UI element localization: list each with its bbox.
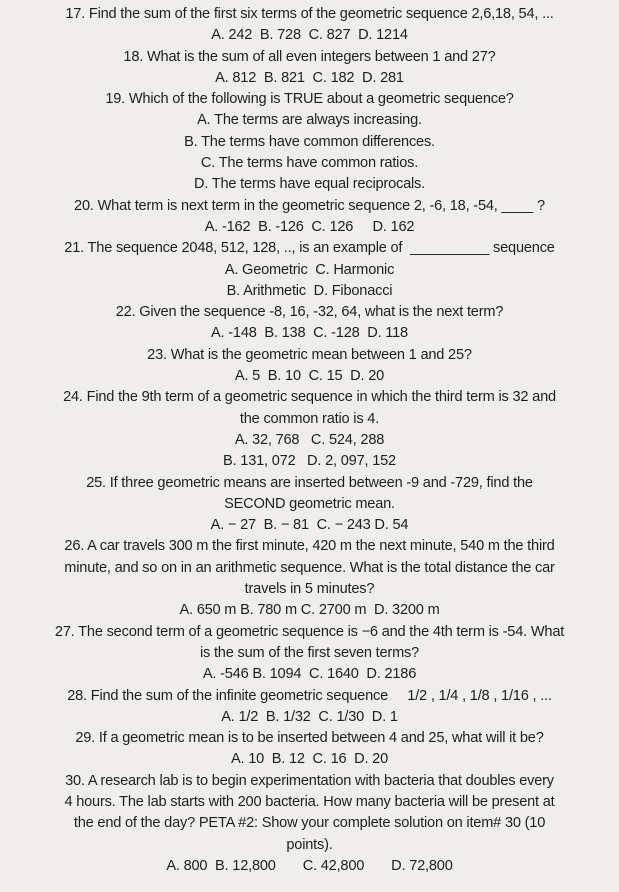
- question-text: 4 hours. The lab starts with 200 bacteria. How many bacteria will be present at: [64, 793, 555, 810]
- answer-choices: C. The terms have common ratios.: [200, 155, 419, 172]
- question-text: 24. Find the 9th term of a geometric sequence in which the third term is 32 and: [63, 389, 556, 406]
- question-text: 17. Find the sum of the first six terms of the geometric sequence 2,6,18, 54, ...: [65, 6, 554, 22]
- question-text: 26. A car travels 300 m the first minute, 420 m the next minute, 540 m the third: [64, 538, 555, 555]
- question-18: [0, 47, 619, 90]
- answer-choices: A. − 27 B. − 81 C. − 243 D. 54: [210, 517, 409, 534]
- question-20: [0, 196, 619, 239]
- answer-choices: A. 800 B. 12,800 C. 42,800 D. 72,800: [166, 857, 453, 874]
- answer-choices: A. 812 B. 821 C. 182 D. 281: [215, 69, 404, 86]
- answer-choices: A. -162 B. -126 C. 126 D. 162: [204, 218, 415, 235]
- answer-choices: A. The terms are always increasing.: [197, 112, 422, 129]
- question-text: 27. The second term of a geometric sequence is −6 and the 4th term is -54. What: [54, 623, 565, 640]
- answer-choices: A. 242 B. 728 C. 827 D. 1214: [211, 27, 408, 44]
- answer-choices: A. 5 B. 10 C. 15 D. 20: [234, 368, 385, 385]
- question-21: [0, 238, 619, 302]
- question-24: [0, 387, 619, 472]
- question-text: 18. What is the sum of all even integers between 1 and 27?: [123, 48, 496, 65]
- question-text: 30. A research lab is to begin experimentation with bacteria that doubles every: [65, 772, 554, 789]
- question-text: 21. The sequence 2048, 512, 128, .., is an example of __________ sequence: [64, 240, 555, 257]
- question-22: [0, 302, 619, 345]
- question-text: 22. Given the sequence -8, 16, -32, 64, what is the next term?: [115, 304, 504, 321]
- question-text: points).: [286, 836, 333, 853]
- answer-choices: A. -148 B. 138 C. -128 D. 118: [211, 325, 408, 342]
- answer-choices: A. 32, 768 C. 524, 288: [234, 431, 385, 448]
- answer-choices: A. 1/2 B. 1/32 C. 1/30 D. 1: [221, 708, 398, 725]
- question-26: [0, 536, 619, 621]
- question-30: [0, 771, 619, 877]
- answer-choices: B. The terms have common differences.: [184, 133, 435, 150]
- answer-choices: A. 10 B. 12 C. 16 D. 20: [230, 751, 389, 768]
- answer-choices: A. -546 B. 1094 C. 1640 D. 2186: [202, 666, 417, 683]
- question-27: [0, 622, 619, 686]
- question-text: 29. If a geometric mean is to be inserted between 4 and 25, what will it be?: [75, 730, 544, 747]
- question-text: the end of the day? PETA #2: Show your complete solution on item# 30 (10: [73, 815, 546, 832]
- question-text: 23. What is the geometric mean between 1 and 25?: [147, 346, 472, 363]
- answer-choices: A. 650 m B. 780 m C. 2700 m D. 3200 m: [179, 602, 440, 619]
- answer-choices: B. Arithmetic D. Fibonacci: [226, 282, 393, 299]
- question-text: is the sum of the first seven terms?: [199, 644, 420, 661]
- question-23: [0, 345, 619, 388]
- question-text: SECOND geometric mean.: [224, 495, 395, 512]
- question-text: minute, and so on in an arithmetic sequence. What is the total distance the car: [64, 559, 555, 576]
- question-25: [0, 473, 619, 537]
- question-29: [0, 728, 619, 771]
- question-text: the common ratio is 4.: [239, 410, 380, 427]
- answer-choices: D. The terms have equal reciprocals.: [193, 176, 425, 193]
- question-text: 20. What term is next term in the geometric sequence 2, -6, 18, -54, ____ ?: [74, 197, 545, 214]
- question-17: [0, 4, 619, 47]
- question-text: 19. Which of the following is TRUE about a geometric sequence?: [105, 91, 514, 108]
- answer-choices: A. Geometric C. Harmonic: [224, 261, 395, 278]
- answer-choices: B. 131, 072 D. 2, 097, 152: [223, 453, 396, 470]
- question-28: [0, 686, 619, 729]
- question-19: [0, 89, 619, 195]
- question-text: 28. Find the sum of the infinite geometric sequence 1/2 , 1/4 , 1/8 , 1/16 , ...: [67, 687, 552, 704]
- question-text: travels in 5 minutes?: [244, 581, 375, 598]
- question-text: 25. If three geometric means are inserted between -9 and -729, find the: [86, 474, 533, 491]
